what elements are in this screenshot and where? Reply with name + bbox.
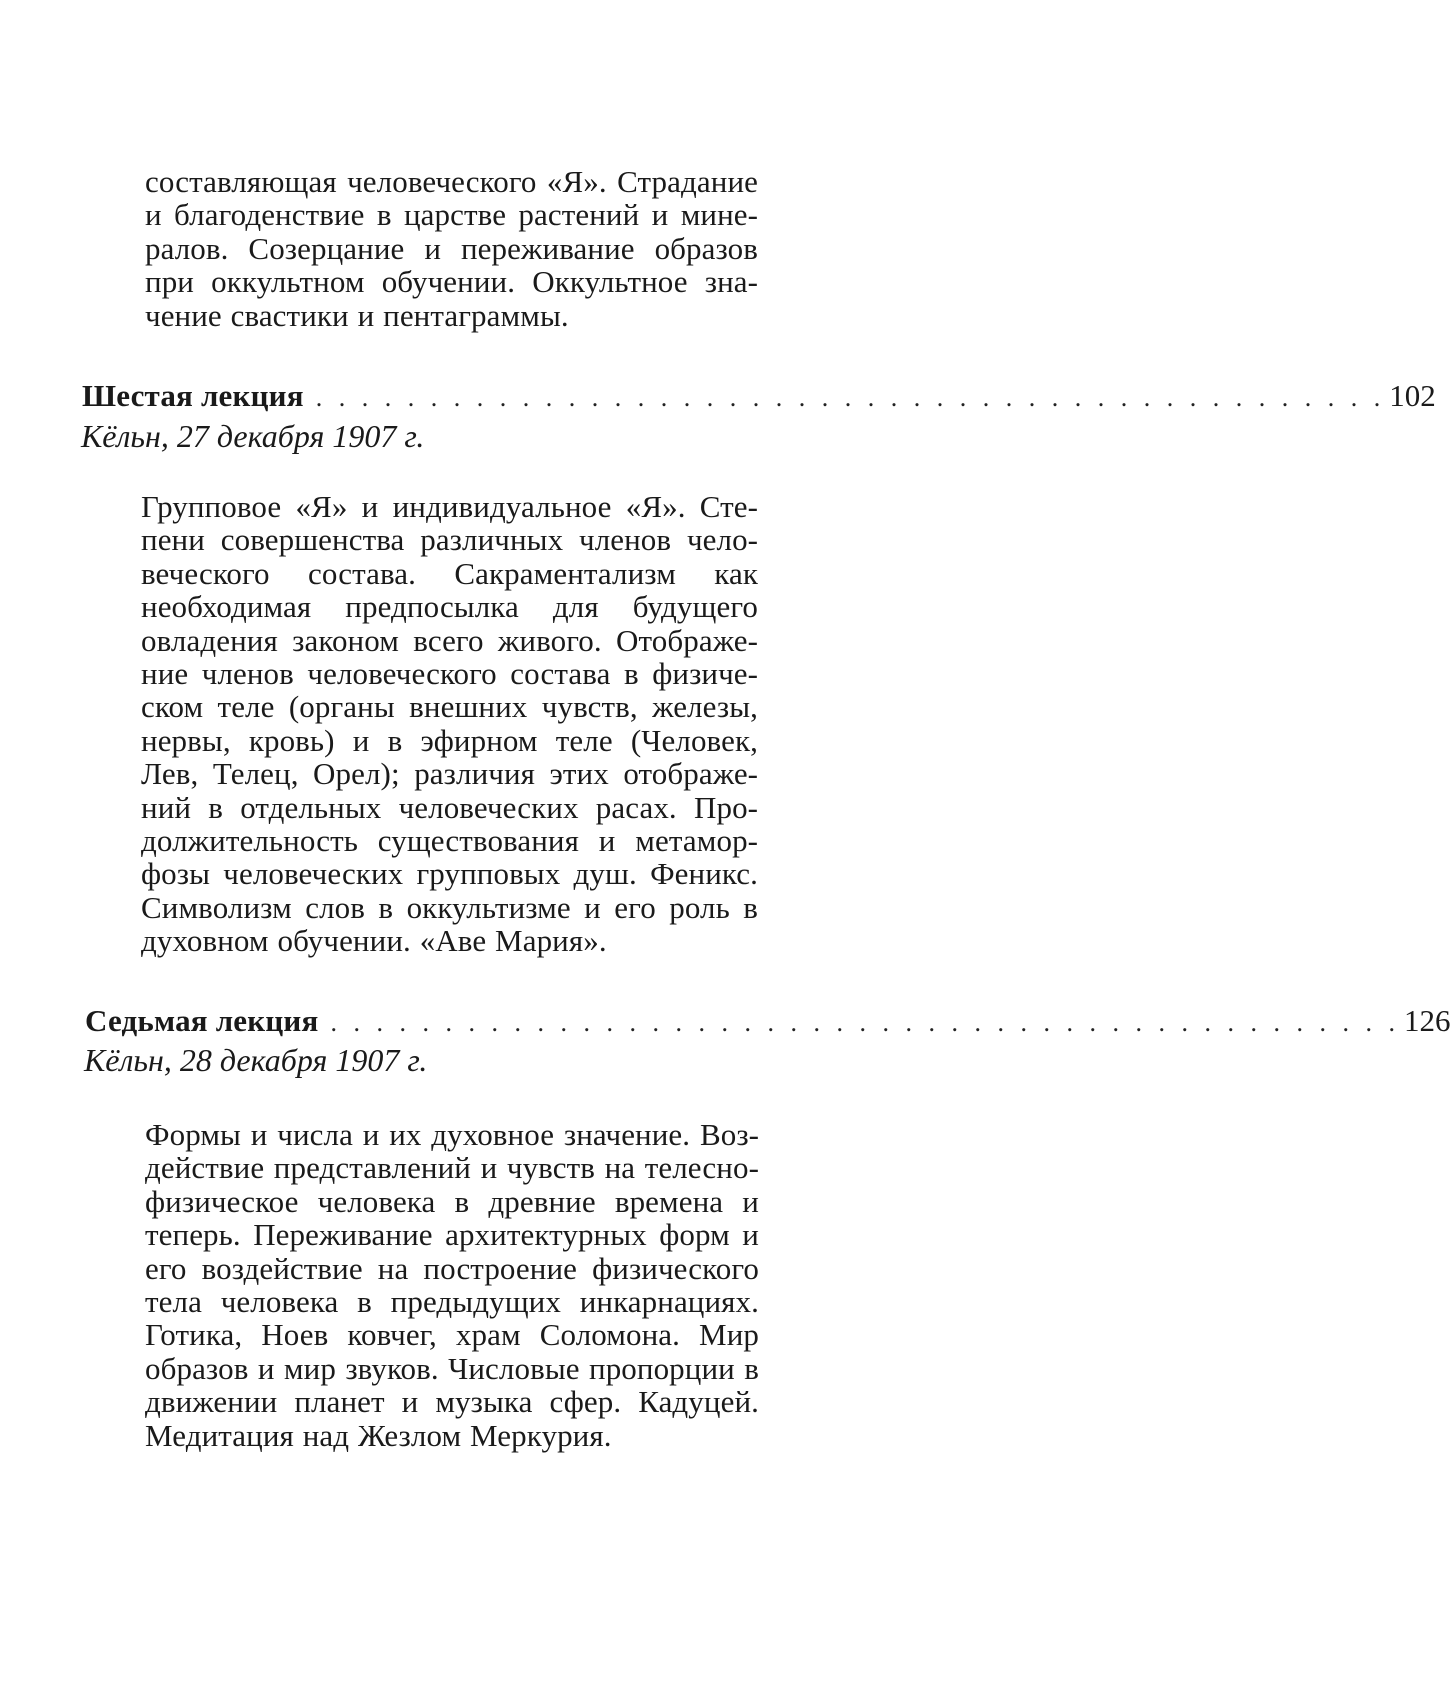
lecture-summary: Формы и числа и их духовное значение. Воздействие представлений и чувств на телесно-физическое человека в древние времена и теперь. Переживание архитектурных форм и его воздействие на построение физического тела человека в предыдущих инкарнациях. Готика, Ноев ковчег, храм Соломона. Мир образов и мир звуков. Числовые пропорции в движении планет и музыка сфер. Кадуцей. Медитация над Жезлом Меркурия.	[145, 1117, 759, 1453]
toc-leader-dots: . . . . . . . . . . . . . . . . . . . . . . . . . . . . . . . . . . . . . . . . . . . . . . .	[315, 383, 1386, 412]
toc-entry-lecture-7	[85, 1003, 1450, 1041]
lecture-place-date: Кёльн, 28 декабря 1907 г.	[84, 1042, 428, 1078]
toc-page-number: 102	[1389, 378, 1436, 413]
lecture-place-date: Кёльн, 27 декабря 1907 г.	[81, 418, 425, 454]
lecture-summary: Групповое «Я» и индивидуальное «Я». Степени совершенства различных членов человеческого состава. Сакраментализм как необходимая предпосылка для будущего овладения законом всего живого. Отображение членов человеческого состава в физическом теле (органы внешних чувств, железы, нервы, кровь) и в эфирном теле (Человек, Лев, Телец, Орел); различия этих отображений в отдельных человеческих расах. Продолжительность существования и метаморфозы человеческих групповых душ. Феникс. Символизм слов в оккультизме и его роль в духовном обучении. «Аве Мария».	[141, 489, 758, 959]
toc-leader-dots: . . . . . . . . . . . . . . . . . . . . . . . . . . . . . . . . . . . . . . . . . . . . . . .	[330, 1008, 1400, 1037]
toc-title: Шестая лекция	[82, 378, 304, 413]
toc-title: Седьмая лекция	[85, 1003, 319, 1038]
toc-page-number: 126	[1403, 1003, 1450, 1038]
intro-paragraph: составляющая человеческого «Я». Страдание и благоденствие в царстве растений и минералов. Созерцание и переживание образов при оккультном обучении. Оккультное значение свастики и пентаграммы.	[145, 164, 758, 333]
toc-entry-lecture-6	[82, 378, 1436, 416]
